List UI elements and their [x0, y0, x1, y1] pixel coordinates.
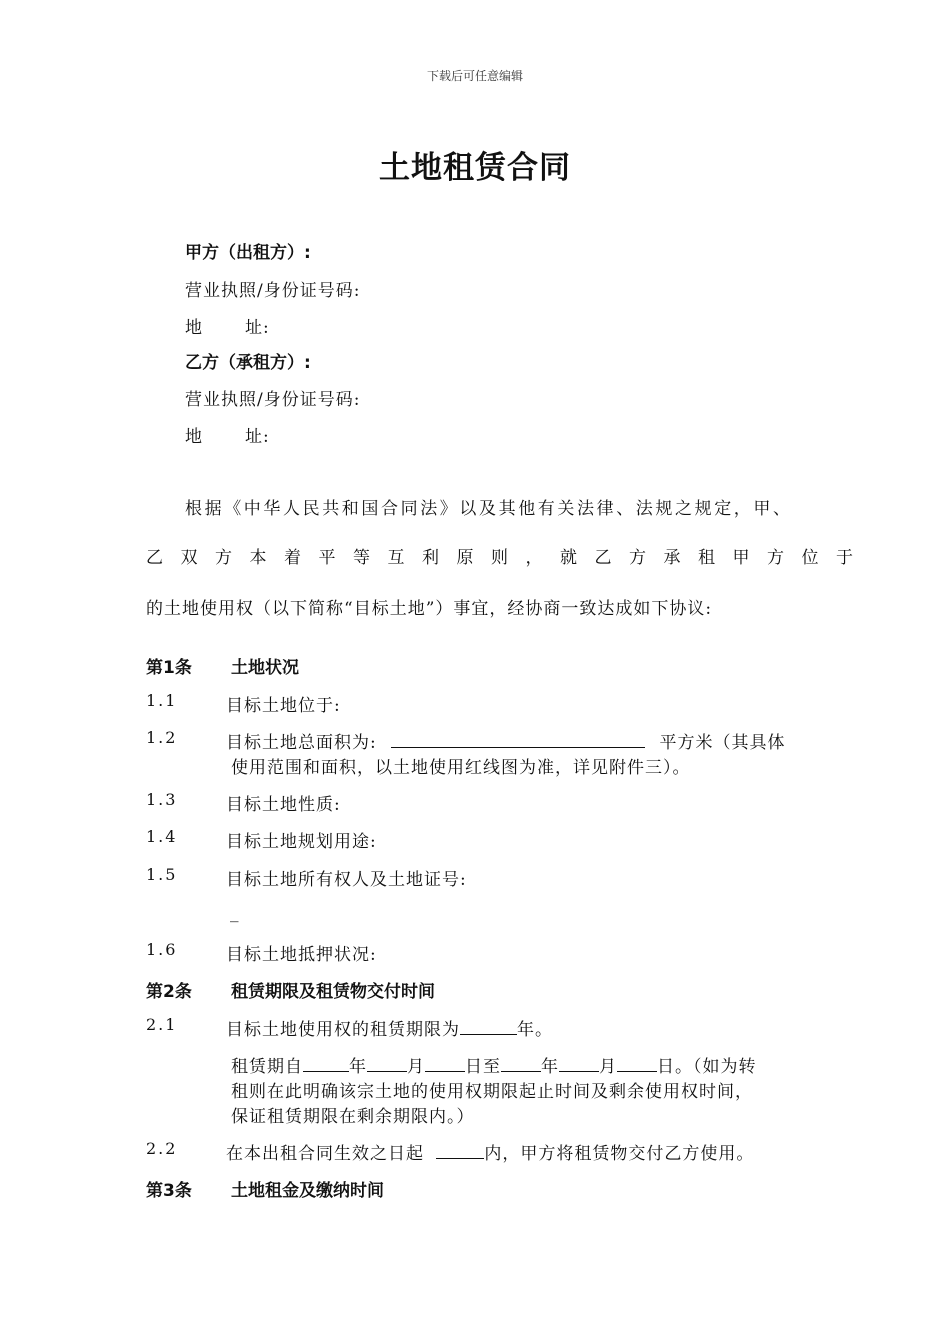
to-day-blank [617, 1055, 657, 1072]
period-to-label: 日至 [465, 1057, 501, 1077]
party-b-address-label-1: 地 [185, 427, 203, 447]
preamble-line-2: 乙双方本着平等互利原则，就乙方承租甲方位于 [146, 548, 871, 568]
period-to-day-label: 日。（如为转 [657, 1057, 757, 1077]
party-a-heading: 甲方（出租方）: [185, 243, 311, 263]
clause-2-2-text [226, 1139, 754, 1164]
period-to-year-label: 年 [541, 1057, 559, 1077]
article-2-title: 租赁期限及租赁物交付时间 [231, 982, 435, 1002]
clause-1-2-number: 1.2 [146, 728, 178, 747]
party-a-address-label-1: 地 [185, 318, 203, 338]
clause-1-2-continuation: 使用范围和面积，以土地使用红线图为准，详见附件三）。 [231, 758, 691, 778]
period-to-month-label: 月 [599, 1057, 617, 1077]
from-day-blank [425, 1055, 465, 1072]
page-title: 土地租赁合同 [379, 150, 571, 186]
header-note: 下载后可任意编辑 [426, 69, 523, 83]
party-b-address-label-2: 址: [245, 427, 270, 447]
clause-1-1-number: 1.1 [146, 691, 178, 710]
party-a-license-label: 营业执照/身份证号码: [185, 281, 361, 301]
lease-period-line-2: 租则在此明确该宗土地的使用权期限起止时间及剩余使用权时间， [231, 1082, 753, 1102]
clause-1-2-text-after: 平方米（其具体 [659, 733, 786, 753]
preamble-line-3: 的土地使用权（以下简称“目标土地”）事宜，经协商一致达成如下协议: [146, 599, 713, 619]
clause-2-1-text-before: 目标土地使用权的租赁期限为 [226, 1020, 460, 1040]
clause-2-1-text-after: 年。 [517, 1020, 553, 1040]
lease-years-blank [460, 1018, 517, 1035]
article-2-number: 第2条 [146, 982, 192, 1002]
clause-1-4-number: 1.4 [146, 827, 178, 846]
lease-period-line-1 [231, 1052, 757, 1077]
period-month-label: 月 [407, 1057, 425, 1077]
clause-2-1-text [226, 1015, 553, 1040]
article-1-title: 土地状况 [231, 658, 299, 678]
article-3-number: 第3条 [146, 1181, 192, 1201]
clause-1-3-number: 1.3 [146, 790, 178, 809]
preamble-line-1: 根据《中华人民共和国合同法》以及其他有关法律、法规之规定，甲、 [185, 499, 793, 519]
from-year-blank [303, 1055, 349, 1072]
clause-1-6-number: 1.6 [146, 940, 178, 959]
area-blank [391, 731, 645, 748]
clause-1-6-text: 目标土地抵押状况: [226, 945, 377, 965]
clause-1-2-text-before: 目标土地总面积为: [226, 733, 377, 753]
period-from-label: 租赁期自 [231, 1057, 303, 1077]
clause-1-5-dash: _ [230, 903, 240, 923]
party-a-address-label-2: 址: [245, 318, 270, 338]
delivery-time-blank [436, 1142, 484, 1159]
clause-1-2-text [226, 728, 786, 753]
clause-1-1-text: 目标土地位于: [226, 696, 341, 716]
to-month-blank [559, 1055, 599, 1072]
from-month-blank [367, 1055, 407, 1072]
clause-1-5-text: 目标土地所有权人及土地证号: [226, 870, 467, 890]
period-year-label: 年 [349, 1057, 367, 1077]
clause-1-4-text: 目标土地规划用途: [226, 832, 377, 852]
to-year-blank [501, 1055, 541, 1072]
clause-2-1-number: 2.1 [146, 1015, 178, 1034]
party-b-heading: 乙方（承租方）: [185, 353, 311, 373]
article-3-title: 土地租金及缴纳时间 [231, 1181, 384, 1201]
clause-2-2-number: 2.2 [146, 1139, 178, 1158]
clause-2-2-text-before: 在本出租合同生效之日起 [226, 1144, 424, 1164]
article-1-number: 第1条 [146, 658, 192, 678]
clause-1-5-number: 1.5 [146, 865, 178, 884]
clause-2-2-text-after: 内，甲方将租赁物交付乙方使用。 [484, 1144, 755, 1164]
clause-1-3-text: 目标土地性质: [226, 795, 341, 815]
party-b-license-label: 营业执照/身份证号码: [185, 390, 361, 410]
lease-period-line-3: 保证租赁期限在剩余期限内。） [231, 1107, 475, 1127]
